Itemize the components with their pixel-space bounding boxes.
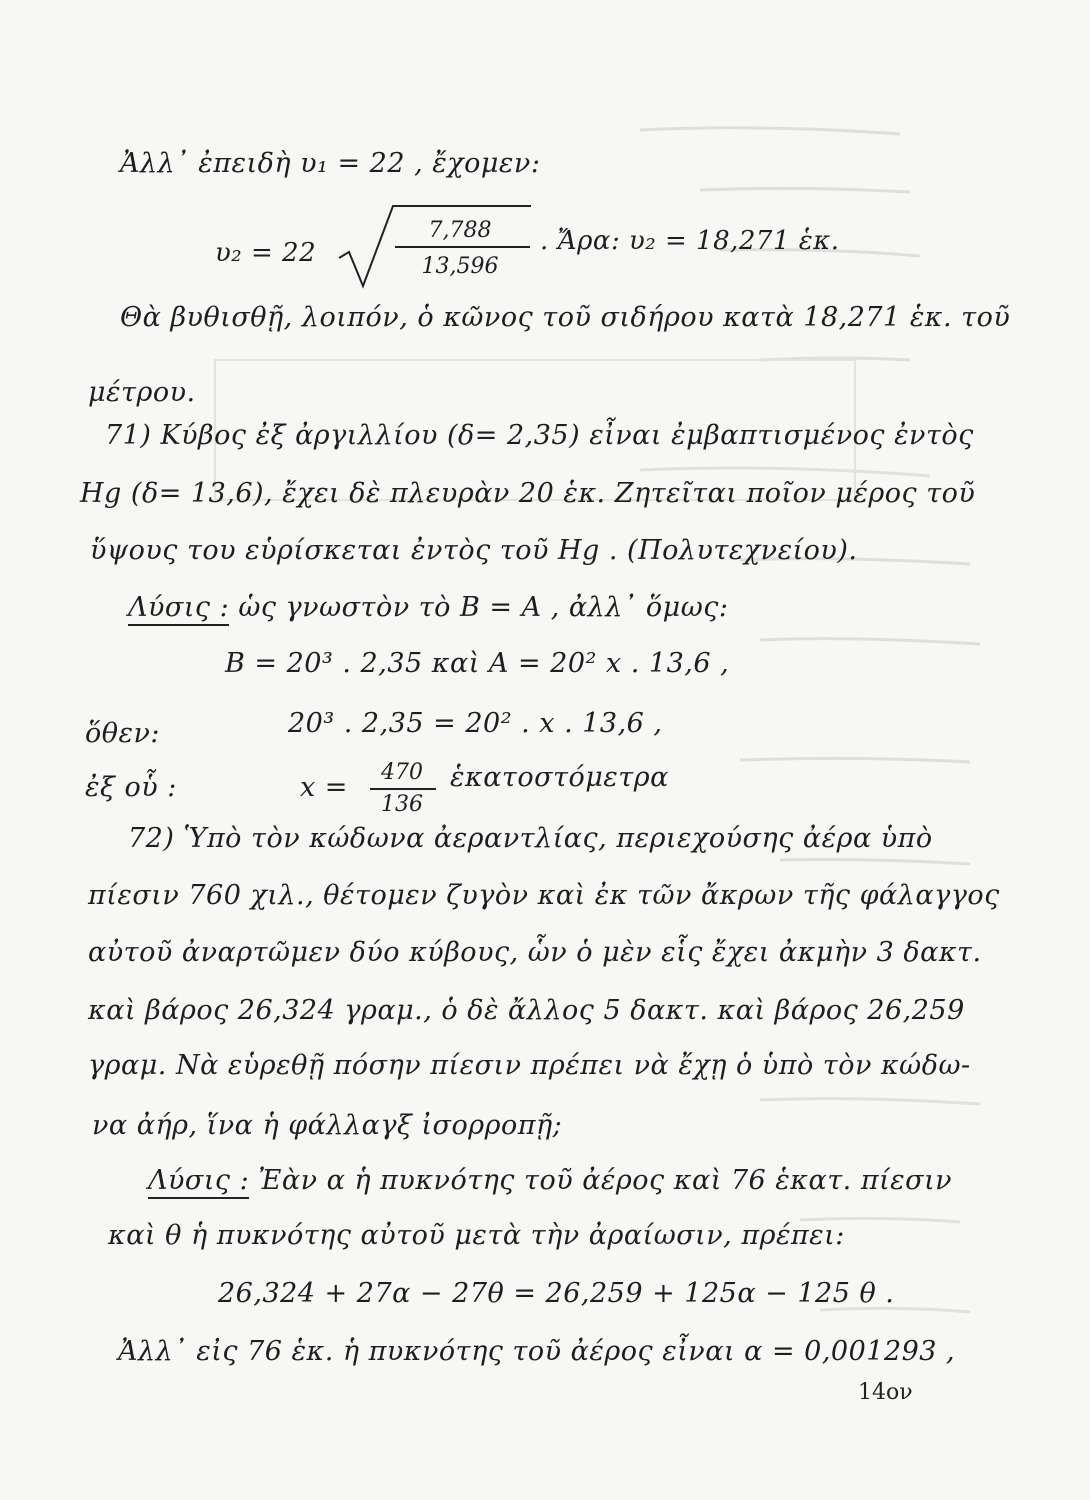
sqrt-denominator: 13,596 (421, 254, 499, 279)
x-denominator: 136 (381, 792, 423, 817)
problem-72-line-1: 72) Ὑπὸ τὸν κώδωνα ἀεραντλίας, περιεχούσης ἀέρα ὑπὸ (128, 823, 933, 854)
equation-v2-result: . Ἄρα: υ₂ = 18,271 ἑκ. (540, 226, 840, 256)
solution-72-line-4: Ἀλλ᾽ εἰς 76 ἑκ. ἡ πυκνότης τοῦ ἀέρος εἶναι α = 0,001293 , (118, 1336, 956, 1367)
problem-72-line-2: πίεσιν 760 χιλ., θέτομεν ζυγὸν καὶ ἐκ τῶν ἄκρων τῆς φάλαγγος (88, 880, 1000, 911)
problem-71-line-2: Hg (δ= 13,6), ἔχει δὲ πλευρὰν 20 ἑκ. Ζητεῖται ποῖον μέρος τοῦ (80, 478, 976, 509)
sqrt-fraction-bar (395, 246, 530, 248)
equation-x: x = (300, 772, 348, 803)
problem-72-line-6: να ἀήρ, ἵνα ἡ φάλλαγξ ἰσορροπῇ; (92, 1110, 563, 1141)
page-number: 14ον (858, 1380, 913, 1405)
problem-72-line-3: αὐτοῦ ἀναρτῶμεν δύο κύβους, ὧν ὁ μὲν εἷς ἔχει ἀκμὴν 3 δακτ. (88, 937, 982, 968)
solution-label: Λύσις : (128, 592, 229, 626)
solution-71-text: ὡς γνωστὸν τὸ B = A , ἀλλ᾽ ὅμως: (238, 592, 729, 623)
equation-b-a: B = 20³ . 2,35 καὶ A = 20² x . 13,6 , (225, 648, 730, 679)
problem-71-line-1: 71) Κύβος ἐξ ἀργιλλίου (δ= 2,35) εἶναι ἐμβαπτισμένος ἐντὸς (105, 420, 974, 451)
sqrt-numerator: 7,788 (428, 218, 492, 243)
solution-72-text: Ἐὰν α ἡ πυκνότης τοῦ ἀέρος καὶ 76 ἑκατ. πίεσιν (258, 1165, 953, 1196)
text-line-3: Θὰ βυθισθῇ, λοιπόν, ὁ κῶνος τοῦ σιδήρου κατὰ 18,271 ἑκ. τοῦ (120, 302, 1011, 333)
equation-density: 26,324 + 27α − 27θ = 26,259 + 125α − 125 θ . (218, 1278, 895, 1309)
solution-71-intro (128, 592, 728, 623)
solution-72-intro (148, 1165, 952, 1196)
equation-balance: 20³ . 2,35 = 20² . x . 13,6 , (288, 708, 663, 739)
problem-72-line-5: γραμ. Νὰ εὑρεθῇ πόσην πίεσιν πρέπει νὰ ἔχῃ ὁ ὑπὸ τὸν κώδω- (88, 1050, 971, 1081)
solution-label: Λύσις : (148, 1165, 249, 1199)
text-line-1: Ἀλλ᾽ ἐπειδὴ υ₁ = 22 , ἔχομεν: (120, 148, 541, 179)
x-fraction-bar (370, 788, 436, 790)
problem-72-line-4: καὶ βάρος 26,324 γραμ., ὁ δὲ ἄλλος 5 δακτ. καὶ βάρος 26,259 (88, 995, 965, 1026)
solution-72-line-2: καὶ θ ἡ πυκνότης αὐτοῦ μετὰ τὴν ἀραίωσιν, πρέπει: (108, 1220, 845, 1251)
label-ex-ou: ἐξ οὗ : (85, 772, 177, 803)
label-hothen: ὅθεν: (85, 718, 161, 749)
problem-71-line-3: ὕψους του εὑρίσκεται ἐντὸς τοῦ Hg . (Πολυτεχνείου). (90, 535, 858, 566)
unit-centimeters: ἑκατοστόμετρα (450, 762, 669, 793)
x-numerator: 470 (381, 760, 423, 785)
equation-v2-left: υ₂ = 22 (215, 238, 317, 268)
text-line-4: μέτρου. (88, 377, 196, 408)
